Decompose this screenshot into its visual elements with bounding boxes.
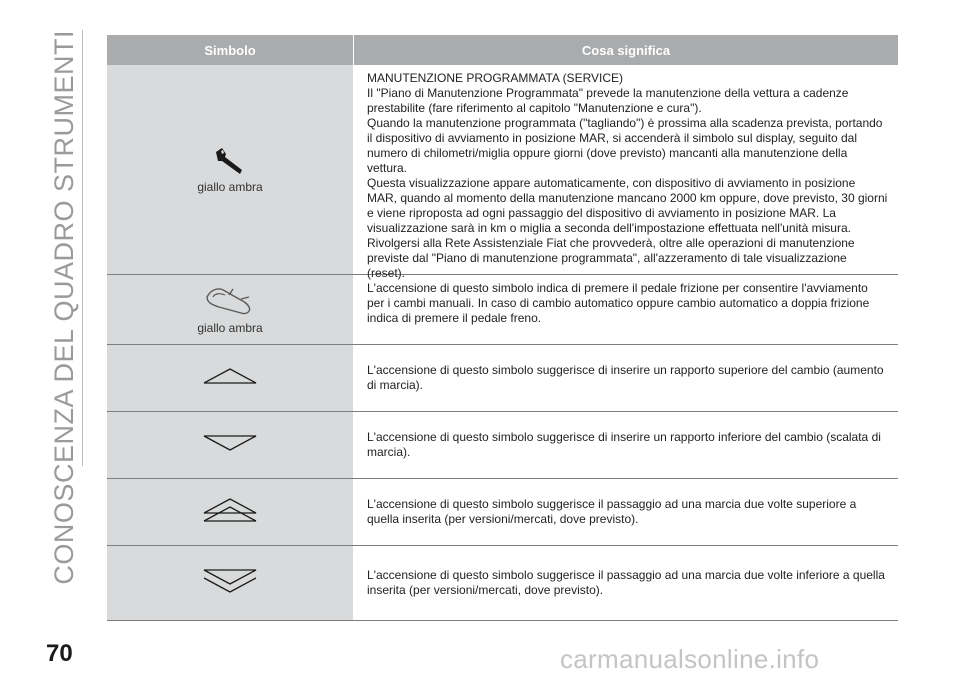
- meaning-cell: [353, 546, 898, 620]
- meaning-line: L'accensione di questo simbolo suggerisce il passaggio ad una marcia due volte inferiore a quella inserita (per versioni/mercati, dove previsto).: [367, 568, 885, 597]
- symbol-cell: [107, 65, 353, 274]
- meaning-line: L'accensione di questo simbolo suggerisce di inserire un rapporto superiore del cambio (aumento di marcia).: [367, 363, 884, 392]
- symbol-cell: [107, 275, 353, 344]
- meaning-line: L'accensione di questo simbolo suggerisce di inserire un rapporto inferiore del cambio (scalata di marcia).: [367, 430, 881, 459]
- symbol-table: [107, 35, 898, 621]
- meaning-cell: [353, 345, 898, 411]
- section-title: [44, 30, 84, 585]
- shift-up-icon: [202, 366, 258, 386]
- symbol-color-label: giallo ambra: [197, 320, 263, 335]
- double-shift-up-icon: [202, 496, 258, 524]
- meaning-line: Rivolgersi alla Rete Assistenziale Fiat che provvederà, oltre alle operazioni di manutenzione previste dal "Piano di manutenzione programmata", all'azzeramento di tale visualizzazione (reset).: [367, 236, 855, 280]
- meaning-line: MANUTENZIONE PROGRAMMATA (SERVICE): [367, 71, 624, 85]
- header-symbol: Simbolo: [204, 42, 256, 58]
- meaning-line: Quando la manutenzione programmata ("tagliando") è prossima alla scadenza prevista, portando il dispositivo di avviamento in posizione MAR, si accenderà il simbolo sul display, seguito dal numero di chilometri/miglia oppure giorni (dove previsto) mancanti alla manutenzione della vettura.: [367, 116, 883, 175]
- foot-pedal-icon: [205, 285, 255, 317]
- table-row: [107, 65, 898, 280]
- symbol-color-label: giallo ambra: [197, 179, 263, 194]
- double-shift-down-icon: [202, 567, 258, 595]
- symbol-cell: [107, 412, 353, 478]
- shift-down-icon: [202, 433, 258, 453]
- table-row: [107, 275, 898, 345]
- symbol-cell: [107, 479, 353, 545]
- meaning-line: Questa visualizzazione appare automaticamente, con dispositivo di avviamento in posizione MAR, quando al momento della manutenzione mancano 2000 km oppure, dove previsto, 30 giorni e viene riproposta ad ogni passaggio del dispositivo di avviamento in posizione MAR. La visualizzazione sarà in km o miglia a seconda dell'impostazione effettuata nell'unità misura.: [367, 176, 888, 235]
- table-row: [107, 479, 898, 546]
- table-row: [107, 546, 898, 621]
- meaning-line: L'accensione di questo simbolo suggerisce il passaggio ad una marcia due volte superiore a quella inserita (per versioni/mercati, dove previsto).: [367, 497, 857, 526]
- header-meaning: Cosa significa: [353, 35, 898, 65]
- meaning-line: L'accensione di questo simbolo indica di premere il pedale frizione per consentire l'avviamento per i cambi manuali. In caso di cambio automatico oppure cambio automatico a doppia frizione indica di premere il pedale freno.: [367, 281, 870, 325]
- meaning-cell: [353, 412, 898, 478]
- meaning-cell: [353, 275, 898, 344]
- wrench-icon: [212, 146, 248, 176]
- meaning-cell: [353, 65, 898, 280]
- page-number: 70: [46, 640, 73, 667]
- section-title-text: CONOSCENZA DEL QUADRO STRUMENTI: [48, 30, 79, 585]
- symbol-cell: [107, 345, 353, 411]
- footer-watermark: carmanualsonline.info: [560, 644, 820, 674]
- table-row: [107, 345, 898, 412]
- meaning-line: Il "Piano di Manutenzione Programmata" prevede la manutenzione della vettura a cadenze prestabilite (fare riferimento al capitolo "Manutenzione e cura").: [367, 86, 849, 115]
- table-row: [107, 412, 898, 479]
- symbol-cell: [107, 546, 353, 620]
- table-header: [107, 35, 898, 65]
- meaning-cell: [353, 479, 898, 545]
- section-divider: [82, 30, 83, 466]
